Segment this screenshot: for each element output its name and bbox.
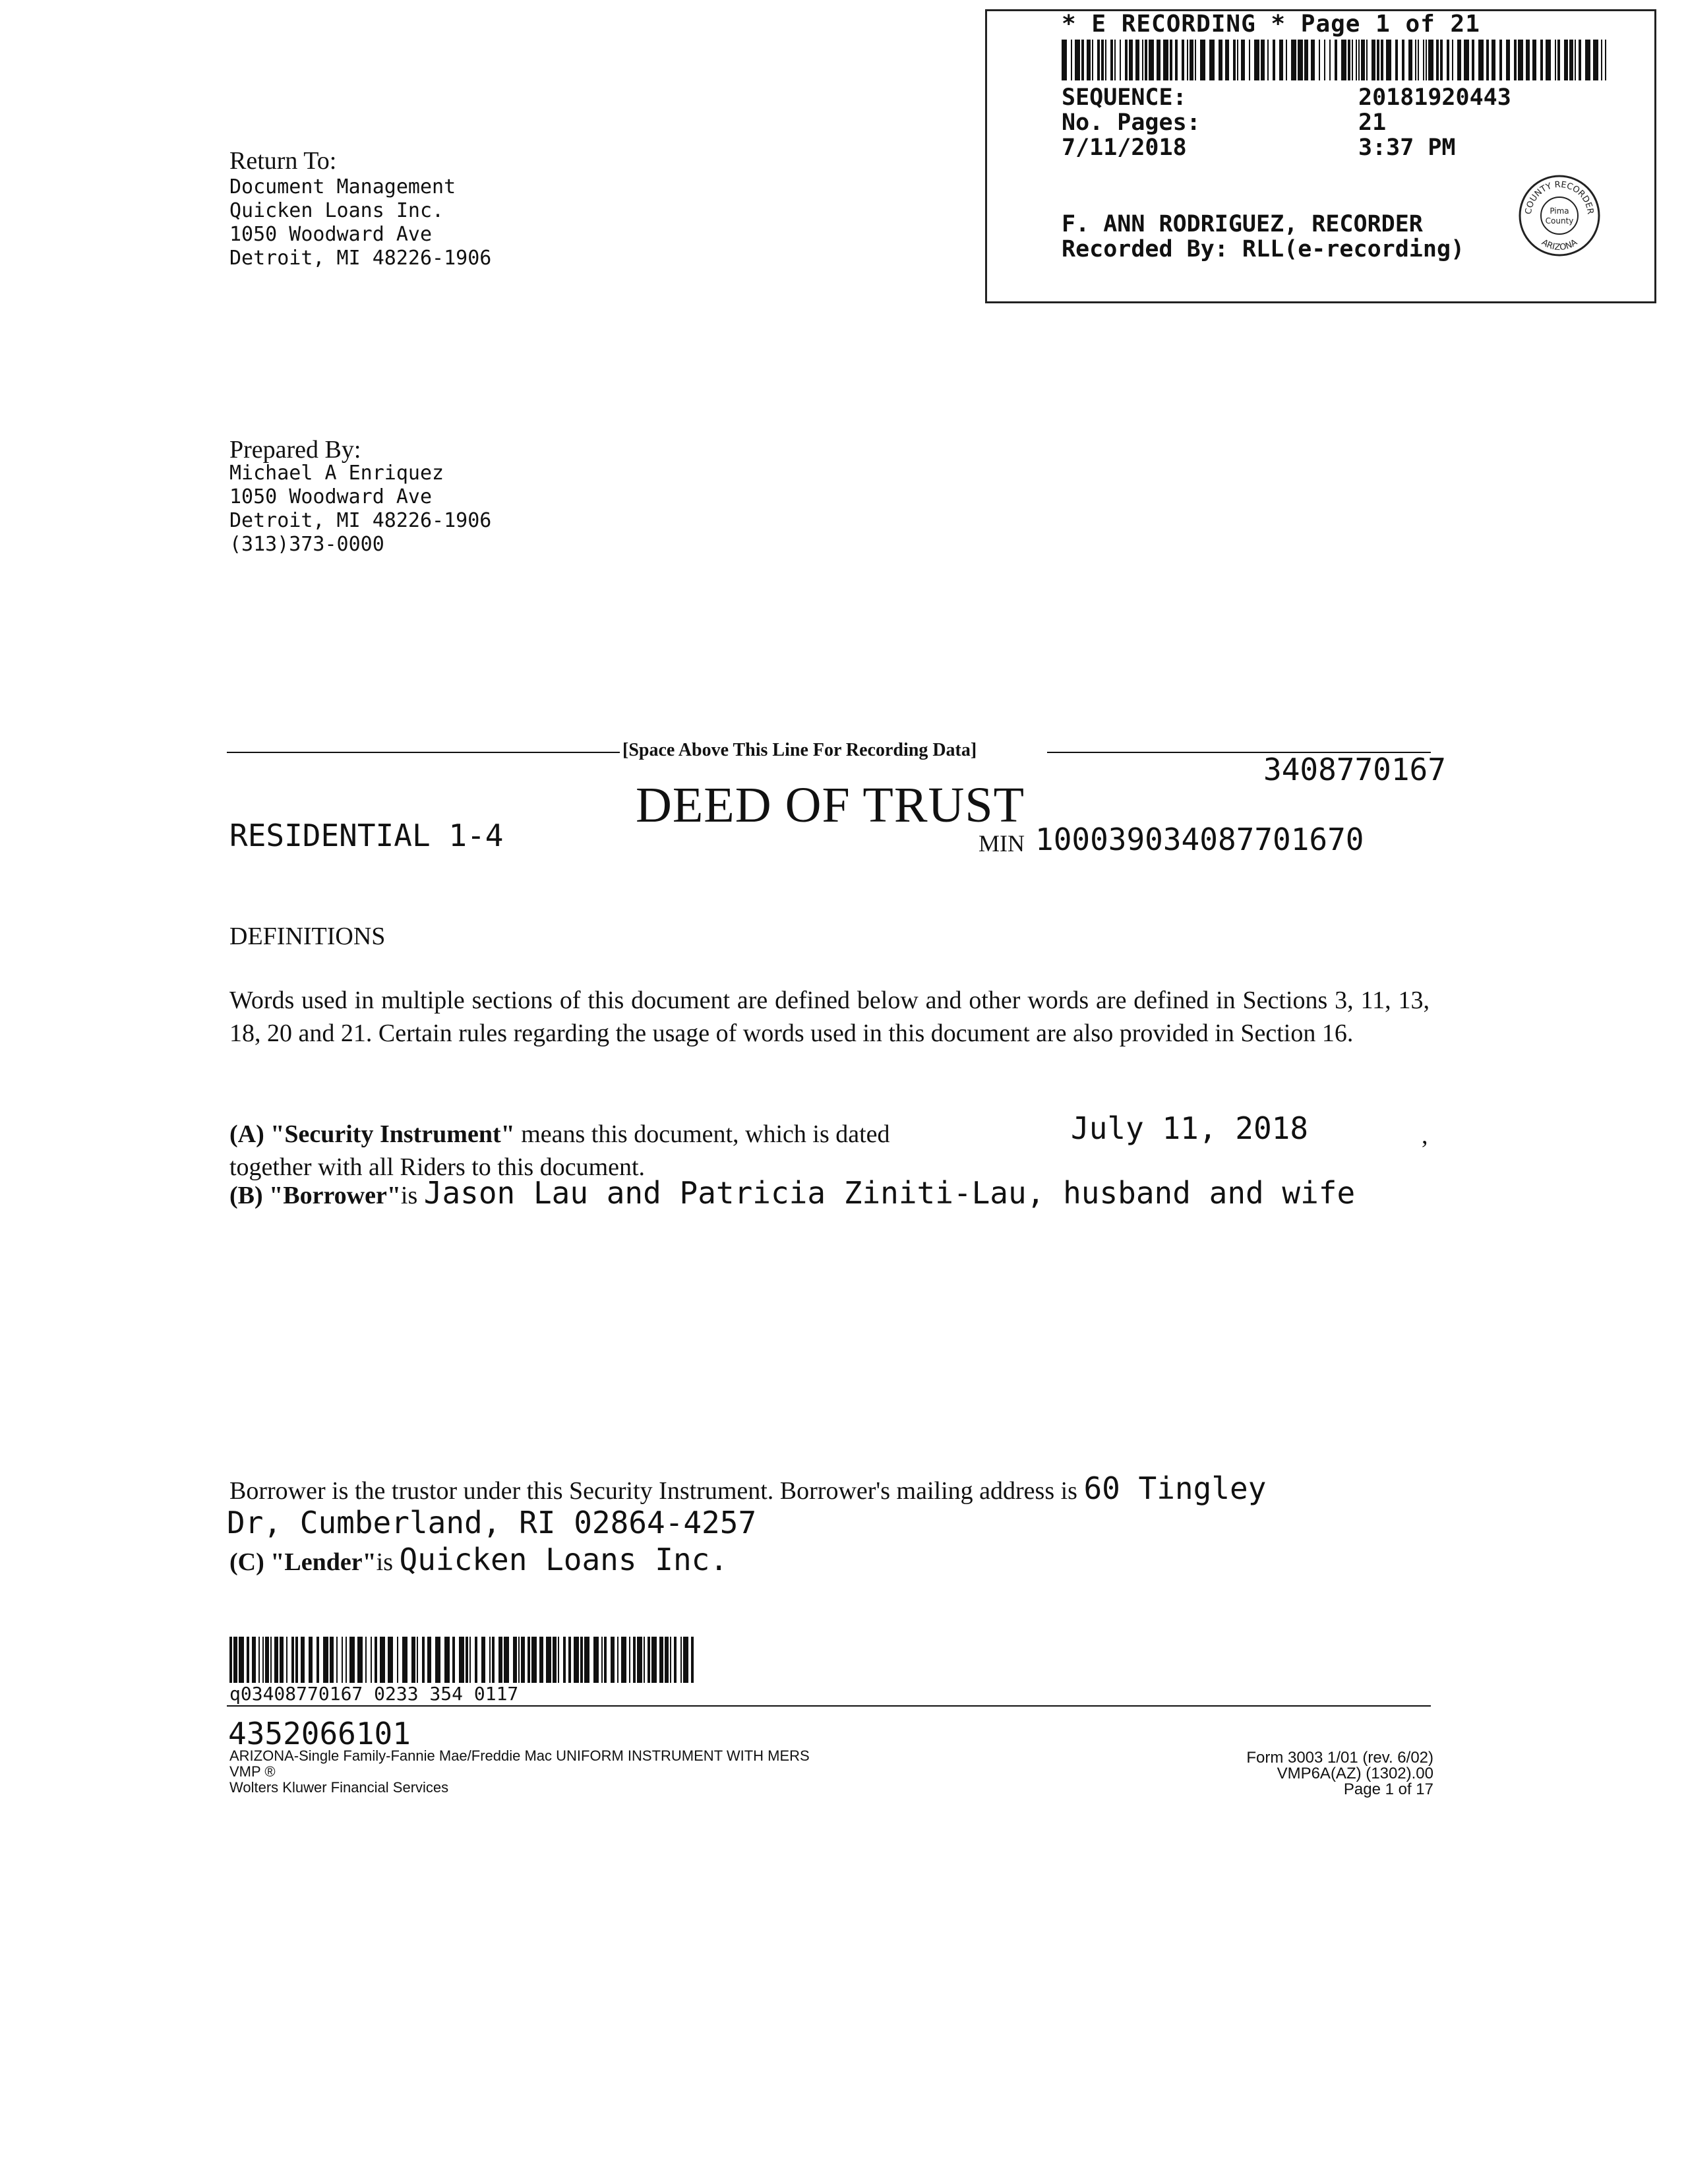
barcode-bar bbox=[1233, 40, 1236, 80]
prepared-by-line: 1050 Woodward Ave bbox=[229, 485, 433, 508]
barcode-bar bbox=[1381, 40, 1383, 80]
footer-barcode bbox=[229, 1637, 702, 1683]
footer-form-number: Form 3003 1/01 (rev. 6/02) bbox=[1246, 1749, 1433, 1767]
footer-publisher: Wolters Kluwer Financial Services bbox=[229, 1779, 449, 1796]
barcode-bar bbox=[291, 1637, 294, 1683]
barcode-bar bbox=[1423, 40, 1424, 80]
definition-a-term: "Security Instrument" bbox=[270, 1120, 515, 1148]
barcode-bar bbox=[611, 1637, 615, 1683]
barcode-bar bbox=[1452, 40, 1453, 80]
return-to-label: Return To: bbox=[229, 147, 337, 175]
barcode-bar bbox=[1114, 40, 1116, 80]
barcode-bar bbox=[621, 1637, 626, 1683]
recording-date: 7/11/2018 bbox=[1062, 135, 1187, 161]
barcode-number: q03408770167 0233 354 0117 bbox=[229, 1683, 519, 1705]
pages-label: No. Pages: bbox=[1062, 109, 1201, 136]
prepared-by-line: Michael A Enriquez bbox=[229, 462, 444, 485]
barcode-bar bbox=[1575, 40, 1576, 80]
barcode-bar bbox=[1532, 40, 1536, 80]
barcode-bar bbox=[342, 1637, 343, 1683]
barcode-bar bbox=[1546, 40, 1551, 80]
barcode-bar bbox=[365, 1637, 367, 1683]
barcode-bar bbox=[452, 1637, 455, 1683]
barcode-bar bbox=[683, 1637, 688, 1683]
definition-a bbox=[229, 1120, 890, 1149]
barcode-bar bbox=[229, 1637, 232, 1683]
barcode-bar bbox=[1129, 40, 1133, 80]
barcode-bar bbox=[1457, 40, 1461, 80]
barcode-bar bbox=[1356, 40, 1357, 80]
barcode-bar bbox=[375, 1637, 377, 1683]
barcode-bar bbox=[1142, 40, 1143, 80]
barcode-bar bbox=[336, 1637, 338, 1683]
definition-b-term: "Borrower" bbox=[269, 1182, 401, 1209]
footer-page-number: Page 1 of 17 bbox=[1343, 1780, 1433, 1798]
mailing-text: Borrower is the trustor under this Security Instrument. Borrower's mailing address is bbox=[229, 1477, 1084, 1505]
barcode-bar bbox=[1304, 40, 1308, 80]
footer-vmp: VMP ® bbox=[229, 1763, 276, 1780]
barcode-bar bbox=[349, 1637, 355, 1683]
barcode-bar bbox=[1352, 40, 1353, 80]
barcode-bar bbox=[1447, 40, 1449, 80]
seal-text-top: COUNTY RECORDER bbox=[1523, 179, 1596, 215]
barcode-bar bbox=[1273, 40, 1275, 80]
barcode-bar bbox=[1170, 40, 1172, 80]
barcode-bar bbox=[1329, 40, 1331, 80]
barcode-bar bbox=[633, 1637, 636, 1683]
barcode-bar bbox=[280, 1637, 284, 1683]
barcode-bar bbox=[558, 1637, 559, 1683]
recording-time: 3:37 PM bbox=[1358, 135, 1456, 161]
barcode-bar bbox=[422, 1637, 425, 1683]
barcode-bar bbox=[1415, 40, 1416, 80]
barcode-bar bbox=[301, 1637, 305, 1683]
barcode-bar bbox=[1298, 40, 1303, 80]
barcode-bar bbox=[233, 1637, 237, 1683]
barcode-bar bbox=[574, 1637, 579, 1683]
barcode-bar bbox=[1291, 40, 1296, 80]
barcode-bar bbox=[513, 1637, 517, 1683]
barcode-bar bbox=[1426, 40, 1427, 80]
barcode-bar bbox=[1062, 40, 1067, 80]
definition-b bbox=[229, 1175, 1355, 1211]
barcode-bar bbox=[644, 1637, 645, 1683]
barcode-bar bbox=[1241, 40, 1245, 80]
barcode-bar bbox=[1145, 40, 1147, 80]
barcode-bar bbox=[637, 1637, 642, 1683]
definition-c bbox=[229, 1542, 728, 1577]
lender-value: Quicken Loans Inc. bbox=[399, 1542, 729, 1577]
barcode-bar bbox=[521, 1637, 525, 1683]
barcode-bar bbox=[1175, 40, 1178, 80]
barcode-bar bbox=[1440, 40, 1443, 80]
barcode-bar bbox=[402, 1637, 407, 1683]
footer-form-description: ARIZONA-Single Family-Fannie Mae/Freddie Mac UNIFORM INSTRUMENT WITH MERS bbox=[229, 1747, 810, 1764]
seal-text-bottom: ARIZONA bbox=[1540, 237, 1579, 253]
recording-header: * E RECORDING * Page 1 of 21 bbox=[1062, 11, 1480, 38]
residential-label: RESIDENTIAL 1-4 bbox=[229, 818, 504, 853]
loan-number: 3408770167 bbox=[1263, 752, 1446, 787]
barcode-bar bbox=[580, 1637, 583, 1683]
seal-center-1: Pima bbox=[1550, 206, 1569, 216]
return-to-line: 1050 Woodward Ave bbox=[229, 223, 433, 246]
barcode-bar bbox=[1372, 40, 1375, 80]
barcode-bar bbox=[1386, 40, 1391, 80]
barcode-bar bbox=[357, 1637, 363, 1683]
barcode-bar bbox=[1402, 40, 1404, 80]
barcode-bar bbox=[1157, 40, 1160, 80]
barcode-bar bbox=[617, 1637, 618, 1683]
definition-c-term: "Lender" bbox=[270, 1548, 377, 1576]
barcode-bar bbox=[674, 1637, 677, 1683]
document-title: DEED OF TRUST bbox=[636, 777, 1025, 833]
barcode-bar bbox=[295, 1637, 298, 1683]
barcode-bar bbox=[435, 1637, 440, 1683]
definitions-heading: DEFINITIONS bbox=[229, 923, 386, 950]
barcode-bar bbox=[1436, 40, 1439, 80]
barcode-bar bbox=[371, 1637, 372, 1683]
barcode-bar bbox=[1478, 40, 1484, 80]
barcode-bar bbox=[1092, 40, 1093, 80]
return-to-line: Document Management bbox=[229, 175, 456, 198]
prepared-by-label: Prepared By: bbox=[229, 436, 361, 464]
barcode-bar bbox=[262, 1637, 264, 1683]
barcode-bar bbox=[1395, 40, 1398, 80]
barcode-bar bbox=[498, 1637, 502, 1683]
barcode-bar bbox=[659, 1637, 663, 1683]
recorded-by: Recorded By: RLL(e-recording) bbox=[1062, 236, 1465, 262]
barcode-bar bbox=[670, 1637, 671, 1683]
barcode-bar bbox=[1418, 40, 1419, 80]
barcode-bar bbox=[489, 1637, 491, 1683]
barcode-bar bbox=[1464, 40, 1469, 80]
mailing-value-1: 60 Tingley bbox=[1083, 1471, 1267, 1506]
recorder-name: F. ANN RODRIGUEZ, RECORDER bbox=[1062, 211, 1423, 237]
prepared-by-block bbox=[229, 438, 491, 557]
security-instrument-date: July 11, 2018 bbox=[1071, 1110, 1309, 1146]
barcode-bar bbox=[286, 1637, 287, 1683]
barcode-bar bbox=[584, 1637, 589, 1683]
barcode-bar bbox=[665, 1637, 669, 1683]
barcode-bar bbox=[239, 1637, 244, 1683]
barcode-bar bbox=[1486, 40, 1489, 80]
barcode-bar bbox=[469, 1637, 471, 1683]
return-to-line: Quicken Loans Inc. bbox=[229, 199, 444, 222]
barcode-bar bbox=[309, 1637, 313, 1683]
barcode-bar bbox=[316, 1637, 319, 1683]
barcode-bar bbox=[1472, 40, 1474, 80]
barcode-bar bbox=[568, 1637, 571, 1683]
mailing-address-sentence bbox=[229, 1471, 1266, 1506]
pages-value: 21 bbox=[1358, 109, 1387, 136]
barcode-bar bbox=[1601, 40, 1602, 80]
barcode-bar bbox=[1377, 40, 1379, 80]
barcode-bar bbox=[531, 1637, 537, 1683]
barcode-bar bbox=[330, 1637, 334, 1683]
barcode-bar bbox=[1585, 40, 1590, 80]
barcode-bar bbox=[346, 1637, 347, 1683]
barcode-bar bbox=[475, 1637, 477, 1683]
svg-text:ARIZONA bbox=[1540, 237, 1579, 253]
barcode-bar bbox=[459, 1637, 464, 1683]
barcode-bar bbox=[1237, 40, 1238, 80]
barcode-bar bbox=[1071, 40, 1072, 80]
barcode-bar bbox=[528, 1637, 530, 1683]
barcode-bar bbox=[380, 1637, 385, 1683]
barcode-bar bbox=[1492, 40, 1495, 80]
barcode-bar bbox=[397, 1637, 398, 1683]
definition-a-prefix: (A) bbox=[229, 1120, 271, 1148]
return-to-block bbox=[229, 146, 491, 270]
barcode-bar bbox=[604, 1637, 607, 1683]
barcode-bar bbox=[1110, 40, 1113, 80]
prepared-by-line: (313)373-0000 bbox=[229, 533, 384, 556]
barcode-bar bbox=[1518, 40, 1523, 80]
barcode-bar bbox=[411, 1637, 415, 1683]
mailing-value-2: Dr, Cumberland, RI 02864-4257 bbox=[227, 1505, 757, 1540]
definition-a-text: means this document, which is dated bbox=[514, 1120, 890, 1148]
seal-center-2: County bbox=[1545, 216, 1574, 226]
space-above-label: [Space Above This Line For Recording Data] bbox=[622, 740, 977, 760]
barcode-bar bbox=[651, 1637, 657, 1683]
barcode-bar bbox=[1225, 40, 1229, 80]
barcode-bar bbox=[252, 1637, 256, 1683]
barcode-bar bbox=[593, 1637, 599, 1683]
definition-a-comma: , bbox=[1422, 1122, 1428, 1149]
barcode-bar bbox=[1187, 40, 1188, 80]
barcode-bar bbox=[1319, 40, 1320, 80]
definition-b-is: is bbox=[400, 1182, 424, 1209]
barcode-bar bbox=[1569, 40, 1573, 80]
barcode-bar bbox=[1540, 40, 1543, 80]
barcode-bar bbox=[1564, 40, 1568, 80]
barcode-bar bbox=[1190, 40, 1193, 80]
barcode-bar bbox=[1097, 40, 1100, 80]
barcode-bar bbox=[1555, 40, 1556, 80]
definition-a-riders: together with all Riders to this document. bbox=[229, 1153, 646, 1181]
barcode-bar bbox=[1120, 40, 1121, 80]
barcode-bar bbox=[1324, 40, 1325, 80]
barcode-bar bbox=[1526, 40, 1530, 80]
barcode-bar bbox=[258, 1637, 260, 1683]
barcode-bar bbox=[481, 1637, 485, 1683]
barcode-bar bbox=[1361, 40, 1365, 80]
barcode-bar bbox=[518, 1637, 520, 1683]
barcode-bar bbox=[1605, 40, 1606, 80]
barcode-bar bbox=[323, 1637, 328, 1683]
barcode-bar bbox=[1348, 40, 1350, 80]
barcode-bar bbox=[1200, 40, 1205, 80]
barcode-bar bbox=[388, 1637, 393, 1683]
barcode-bar bbox=[1428, 40, 1433, 80]
barcode-bar bbox=[1149, 40, 1154, 80]
barcode-bar bbox=[1105, 40, 1106, 80]
sequence-value: 20181920443 bbox=[1358, 84, 1511, 111]
barcode-bar bbox=[1593, 40, 1598, 80]
sequence-label: SEQUENCE: bbox=[1062, 84, 1187, 111]
barcode-bar bbox=[546, 1637, 551, 1683]
barcode-bar bbox=[265, 1637, 269, 1683]
barcode-bar bbox=[1261, 40, 1265, 80]
barcode-bar bbox=[1087, 40, 1091, 80]
barcode-bar bbox=[1135, 40, 1139, 80]
barcode-bar bbox=[247, 1637, 249, 1683]
barcode-bar bbox=[492, 1637, 495, 1683]
min-value: 100039034087701670 bbox=[1035, 822, 1364, 857]
barcode-bar bbox=[1286, 40, 1287, 80]
barcode-bar bbox=[629, 1637, 630, 1683]
barcode-bar bbox=[504, 1637, 509, 1683]
barcode-bar bbox=[1358, 40, 1360, 80]
barcode-bar bbox=[1557, 40, 1560, 80]
barcode-bar bbox=[444, 1637, 450, 1683]
barcode-bar bbox=[1075, 40, 1080, 80]
barcode-bar bbox=[1163, 40, 1168, 80]
barcode-bar bbox=[1311, 40, 1315, 80]
barcode-bar bbox=[601, 1637, 603, 1683]
footer-divider bbox=[227, 1705, 1431, 1707]
barcode-bar bbox=[1335, 40, 1337, 80]
county-seal-icon bbox=[1517, 173, 1602, 258]
barcode-bar bbox=[1408, 40, 1412, 80]
footer-vmp-code: VMP6A(AZ) (1302).00 bbox=[1277, 1765, 1433, 1782]
barcode-bar bbox=[1254, 40, 1259, 80]
barcode-bar bbox=[1125, 40, 1128, 80]
barcode-bar bbox=[563, 1637, 566, 1683]
barcode-bar bbox=[1279, 40, 1283, 80]
barcode-bar bbox=[417, 1637, 418, 1683]
definition-c-is: is bbox=[376, 1548, 400, 1576]
barcode-bar bbox=[1267, 40, 1269, 80]
definition-b-prefix: (B) bbox=[229, 1182, 270, 1209]
barcode-bar bbox=[1182, 40, 1184, 80]
definition-c-prefix: (C) bbox=[229, 1548, 271, 1576]
footer-code: 4352066101 bbox=[228, 1716, 411, 1751]
barcode-bar bbox=[427, 1637, 431, 1683]
recording-barcode bbox=[1062, 40, 1615, 80]
barcode-bar bbox=[1195, 40, 1196, 80]
barcode-bar bbox=[1081, 40, 1084, 80]
borrower-value: Jason Lau and Patricia Ziniti-Lau, husband and wife bbox=[423, 1175, 1356, 1211]
barcode-bar bbox=[1219, 40, 1222, 80]
prepared-by-line: Detroit, MI 48226-1906 bbox=[229, 509, 492, 532]
barcode-bar bbox=[1514, 40, 1517, 80]
barcode-bar bbox=[1341, 40, 1346, 80]
barcode-bar bbox=[1101, 40, 1104, 80]
barcode-bar bbox=[553, 1637, 557, 1683]
barcode-bar bbox=[466, 1637, 468, 1683]
barcode-bar bbox=[648, 1637, 650, 1683]
definitions-intro: Words used in multiple sections of this document are defined below and other words are defined in Sections 3, 11, 13, 18, 20 and 21. Certain rules regarding the usage of words used in this document are also provided in Section 16. bbox=[229, 986, 1430, 1047]
barcode-bar bbox=[1366, 40, 1368, 80]
min-label: MIN bbox=[979, 830, 1025, 857]
barcode-bar bbox=[1249, 40, 1250, 80]
barcode-bar bbox=[539, 1637, 543, 1683]
barcode-bar bbox=[1506, 40, 1510, 80]
barcode-bar bbox=[691, 1637, 694, 1683]
recording-divider-left bbox=[227, 752, 620, 753]
barcode-bar bbox=[680, 1637, 682, 1683]
return-to-line: Detroit, MI 48226-1906 bbox=[229, 247, 492, 270]
barcode-bar bbox=[1499, 40, 1502, 80]
barcode-bar bbox=[1209, 40, 1215, 80]
barcode-bar bbox=[270, 1637, 272, 1683]
barcode-bar bbox=[1579, 40, 1581, 80]
barcode-bar bbox=[274, 1637, 278, 1683]
